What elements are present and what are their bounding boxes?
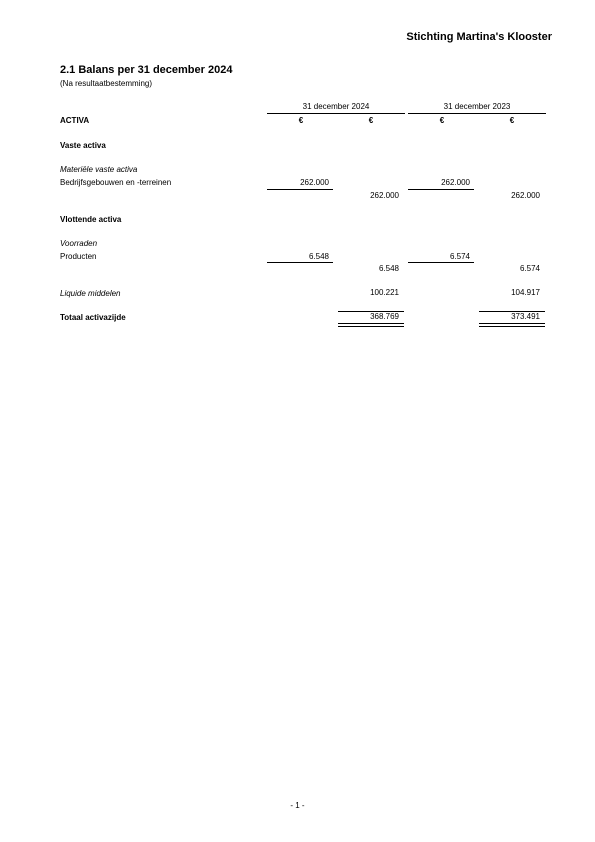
vaste-activa-heading: Vaste activa	[60, 141, 106, 150]
value-bedrijfsgebouwen-current-total: 262.000	[370, 191, 399, 200]
value-totaal-prior: 373.491	[511, 312, 540, 321]
value-producten-prior-detail: 6.574	[449, 252, 470, 261]
row-label-producten: Producten	[60, 252, 97, 261]
total-double-underline	[479, 323, 545, 327]
page-number: - 1 -	[290, 801, 305, 810]
currency-prior-total: €	[509, 116, 515, 125]
value-totaal-current: 368.769	[370, 312, 399, 321]
subtotal-line	[408, 262, 474, 263]
period-header-current: 31 december 2024	[302, 102, 370, 111]
currency-current-detail: €	[298, 116, 304, 125]
vlottende-activa-heading: Vlottende activa	[60, 215, 122, 224]
value-bedrijfsgebouwen-current-detail: 262.000	[300, 178, 329, 187]
period-underline-current	[267, 113, 405, 114]
value-liquide-middelen-prior: 104.917	[511, 288, 540, 297]
value-producten-current-total: 6.548	[378, 264, 399, 273]
value-bedrijfsgebouwen-prior-detail: 262.000	[441, 178, 470, 187]
currency-prior-detail: €	[439, 116, 445, 125]
subtotal-line	[408, 189, 474, 190]
row-label-bedrijfsgebouwen: Bedrijfsgebouwen en -terreinen	[60, 178, 172, 187]
period-underline-prior	[408, 113, 546, 114]
voorraden-subheading: Voorraden	[60, 239, 98, 248]
row-label-totaal-activazijde: Totaal activazijde	[60, 313, 126, 322]
activa-heading: ACTIVA	[60, 116, 90, 125]
section-subtitle: (Na resultaatbestemming)	[60, 79, 153, 88]
value-producten-prior-total: 6.574	[519, 264, 540, 273]
materiele-vaste-activa-subheading: Materiële vaste activa	[60, 165, 138, 174]
currency-current-total: €	[368, 116, 374, 125]
row-label-liquide-middelen: Liquide middelen	[60, 289, 121, 298]
value-bedrijfsgebouwen-prior-total: 262.000	[511, 191, 540, 200]
value-producten-current-detail: 6.548	[308, 252, 329, 261]
value-liquide-middelen-current: 100.221	[370, 288, 399, 297]
period-header-prior: 31 december 2023	[443, 102, 511, 111]
section-title: 2.1 Balans per 31 december 2024	[60, 64, 233, 76]
total-double-underline	[338, 323, 404, 327]
subtotal-line	[267, 189, 333, 190]
organization-name: Stichting Martina's Klooster	[406, 31, 552, 43]
subtotal-line	[267, 262, 333, 263]
